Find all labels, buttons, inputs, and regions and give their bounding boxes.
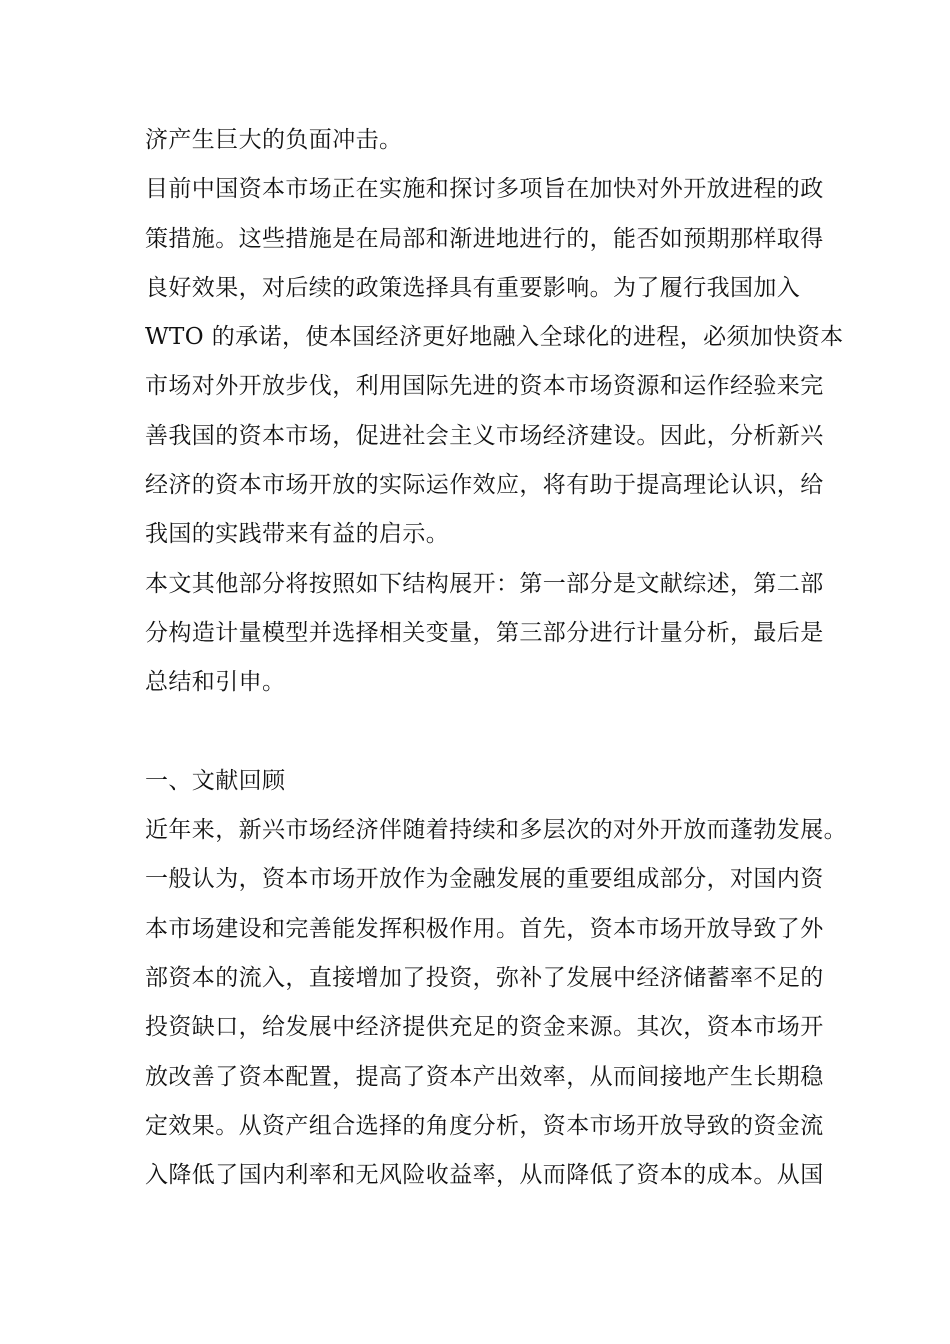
paragraph-line: WTO 的承诺，使本国经济更好地融入全球化的进程，必须加快资本	[145, 324, 844, 351]
paragraph-line: 策措施。这些措施是在局部和渐进地进行的，能否如预期那样取得	[145, 225, 824, 252]
paragraph-line: 善我国的资本市场，促进社会主义市场经济建设。因此，分析新兴	[145, 422, 824, 449]
paragraph-line: 经济的资本市场开放的实际运作效应，将有助于提高理论认识，给	[145, 472, 824, 499]
paragraph-line: 总结和引申。	[145, 669, 286, 696]
paragraph-line: 放改善了资本配置，提高了资本产出效率，从而间接地产生长期稳	[145, 1063, 824, 1090]
paragraph-line: 本市场建设和完善能发挥积极作用。首先，资本市场开放导致了外	[145, 915, 824, 942]
paragraph-line: 定效果。从资产组合选择的角度分析，资本市场开放导致的资金流	[145, 1112, 824, 1139]
blank-line	[145, 708, 815, 757]
paragraph-line: 入降低了国内利率和无风险收益率，从而降低了资本的成本。从国	[145, 1162, 824, 1189]
paragraph-line: 济产生巨大的负面冲击。	[145, 127, 403, 153]
paragraph-line: 一般认为，资本市场开放作为金融发展的重要组成部分，对国内资	[145, 866, 824, 893]
paragraph-line: 分构造计量模型并选择相关变量，第三部分进行计量分析，最后是	[145, 619, 824, 646]
paragraph-line: 目前中国资本市场正在实施和探讨多项旨在加快对外开放进程的政	[145, 176, 824, 203]
paragraph-line: 部资本的流入，直接增加了投资，弥补了发展中经济储蓄率不足的	[145, 965, 824, 992]
paragraph-line: 近年来，新兴市场经济伴随着持续和多层次的对外开放而蓬勃发展。	[145, 817, 847, 844]
section-heading: 一、文献回顾	[145, 767, 286, 794]
paragraph-line: 良好效果，对后续的政策选择具有重要影响。为了履行我国加入	[145, 274, 801, 301]
paragraph-line: 我国的实践带来有益的启示。	[145, 521, 450, 548]
paragraph-line: 市场对外开放步伐，利用国际先进的资本市场资源和运作经验来完	[145, 373, 824, 400]
document-body	[145, 116, 847, 1201]
paragraph-line: 本文其他部分将按照如下结构展开：第一部分是文献综述，第二部	[145, 570, 824, 597]
paragraph-line: 投资缺口，给发展中经济提供充足的资金来源。其次，资本市场开	[145, 1014, 824, 1041]
